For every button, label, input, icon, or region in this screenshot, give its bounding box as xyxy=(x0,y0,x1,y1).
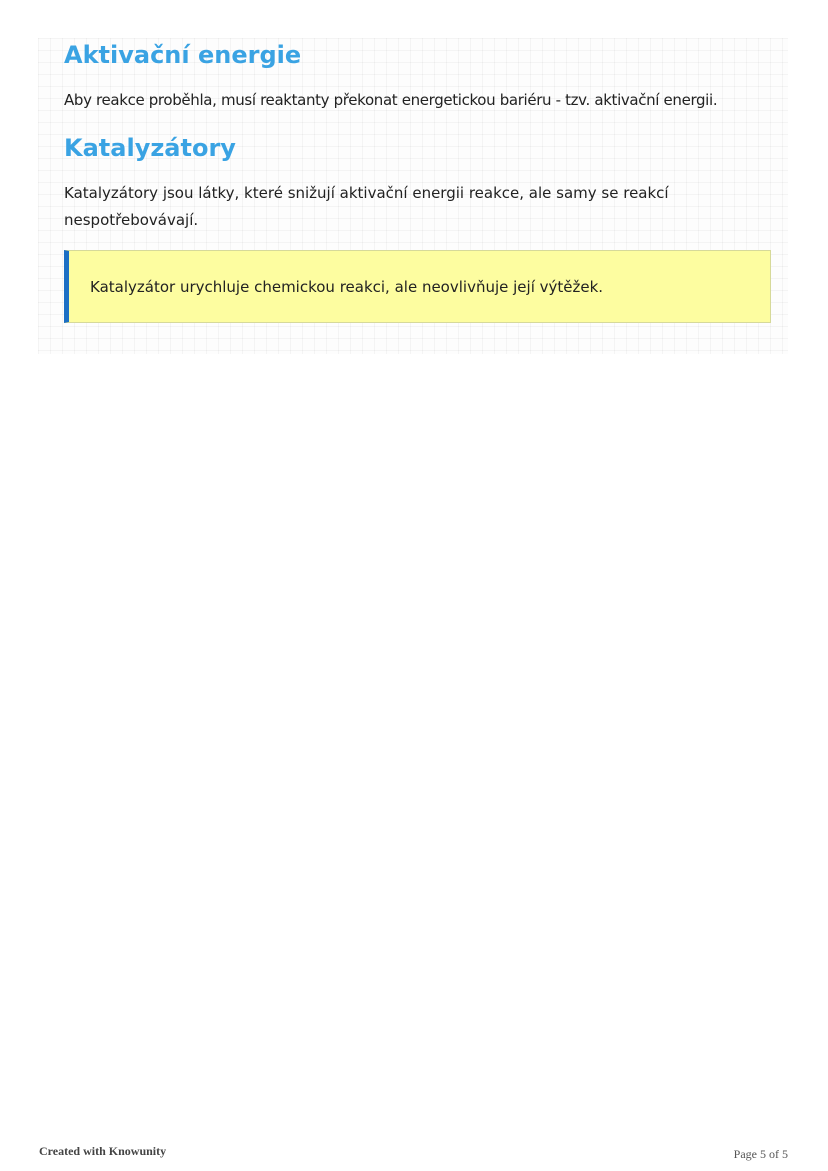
section-heading-catalysts: Katalyzátory xyxy=(64,134,236,162)
footer-page-number: Page 5 of 5 xyxy=(733,1147,788,1161)
section-heading-activation-energy: Aktivační energie xyxy=(64,41,302,69)
catalysts-paragraph: Katalyzátory jsou látky, které snižují aktivační energii reakce, ale samy se reakcí nespotřebovávají. xyxy=(64,184,669,229)
highlight-callout xyxy=(64,250,771,323)
activation-energy-paragraph: Aby reakce proběhla, musí reaktanty překonat energetickou bariéru - tzv. aktivační energii. xyxy=(64,91,718,109)
footer-created-with: Created with Knowunity xyxy=(39,1144,167,1158)
content-panel xyxy=(38,38,788,354)
callout-text: Katalyzátor urychluje chemickou reakci, ale neovlivňuje její výtěžek. xyxy=(90,278,604,296)
